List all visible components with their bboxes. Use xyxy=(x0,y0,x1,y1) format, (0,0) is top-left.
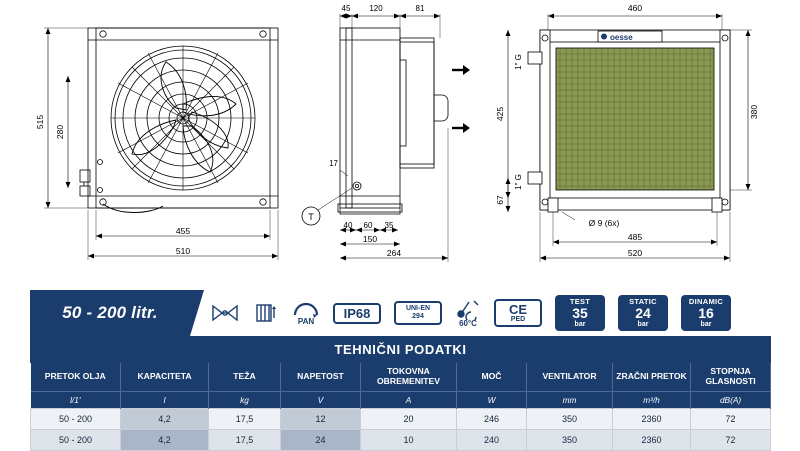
static-pressure-value: 24 xyxy=(635,304,651,321)
dim-67: 67 xyxy=(495,195,505,205)
table-title: TEHNIČNI PODATKI xyxy=(31,337,771,363)
brand-logo: oesse xyxy=(610,33,633,42)
static-pressure-title: STATIC xyxy=(629,296,657,306)
dim-45: 45 xyxy=(341,4,351,13)
dim-120: 120 xyxy=(369,4,383,13)
spec-block xyxy=(30,290,770,451)
temperature-60c-label: 60°C xyxy=(459,318,477,328)
cell-0-4: 20 xyxy=(361,408,457,429)
header-stopnja-glasnosti: STOPNJA GLASNOSTI xyxy=(691,363,771,392)
dim-35: 35 xyxy=(384,221,394,230)
dim-264: 264 xyxy=(386,248,402,258)
temperature-60c-icon xyxy=(455,298,481,328)
dim-425: 425 xyxy=(495,106,505,122)
table-unit-row xyxy=(31,391,771,408)
header-moc: MOČ xyxy=(457,363,527,392)
dynamic-pressure-value: 16 xyxy=(698,304,714,321)
cell-1-0: 50 - 200 xyxy=(31,429,121,450)
header-kapaciteta: KAPACITETA xyxy=(121,363,209,392)
pan-icon-label: PAN xyxy=(297,316,315,326)
callout-T: T xyxy=(308,212,314,222)
cell-1-5: 240 xyxy=(457,429,527,450)
unit-4: A xyxy=(361,391,457,408)
header-zracni-pretok: ZRAČNI PRETOK xyxy=(613,363,691,392)
unit-7: m³/h xyxy=(613,391,691,408)
capacity-range-tag: 50 - 200 litr. xyxy=(30,290,190,336)
test-pressure-unit: bar xyxy=(574,320,586,328)
dim-510: 510 xyxy=(175,246,191,256)
uni-en-number: 294 xyxy=(412,313,424,320)
cell-1-1: 4,2 xyxy=(121,429,209,450)
cell-1-8: 72 xyxy=(691,429,771,450)
table-title-row xyxy=(31,337,771,363)
dim-81: 81 xyxy=(415,4,425,13)
static-pressure-unit: bar xyxy=(637,320,649,328)
dim-17: 17 xyxy=(329,159,338,168)
unit-3: V xyxy=(281,391,361,408)
ce-mark-label: CE xyxy=(508,301,528,317)
cell-0-2: 17,5 xyxy=(209,408,281,429)
unit-8: dB(A) xyxy=(691,391,771,408)
header-napetost: NAPETOST xyxy=(281,363,361,392)
table-row xyxy=(31,408,771,429)
dim-455: 455 xyxy=(175,226,191,236)
uni-en-294-icon xyxy=(394,301,442,324)
cell-1-2: 17,5 xyxy=(209,429,281,450)
cell-0-6: 350 xyxy=(527,408,613,429)
side-view xyxy=(302,4,470,262)
header-pretok-olja: PRETOK OLJA xyxy=(31,363,121,392)
dim-150: 150 xyxy=(362,234,378,244)
cell-0-8: 72 xyxy=(691,408,771,429)
ip68-icon xyxy=(333,303,381,324)
dim-60: 60 xyxy=(363,221,373,230)
ce-ped-icon xyxy=(494,299,542,328)
dim-380: 380 xyxy=(749,104,759,120)
header-ventilator: VENTILATOR xyxy=(527,363,613,392)
port-bottom-label: 1" G xyxy=(514,174,523,190)
rear-view xyxy=(495,3,759,262)
ip68-label: IP68 xyxy=(343,305,371,321)
test-pressure-title: TEST xyxy=(569,296,591,306)
cell-1-6: 350 xyxy=(527,429,613,450)
dim-460: 460 xyxy=(627,3,643,13)
cell-1-7: 2360 xyxy=(613,429,691,450)
ped-label: PED xyxy=(510,315,526,323)
test-pressure-icon xyxy=(555,295,605,332)
header-teza: TEŽA xyxy=(209,363,281,392)
port-top-label: 1" G xyxy=(514,54,523,70)
static-pressure-icon xyxy=(618,295,668,332)
cell-0-5: 246 xyxy=(457,408,527,429)
unit-2: kg xyxy=(209,391,281,408)
unit-1: l xyxy=(121,391,209,408)
cell-0-0: 50 - 200 xyxy=(31,408,121,429)
cell-0-3: 12 xyxy=(281,408,361,429)
header-tokovna-obremenitev: TOKOVNA OBREMENITEV xyxy=(361,363,457,392)
dim-280: 280 xyxy=(55,124,65,140)
cell-1-3: 24 xyxy=(281,429,361,450)
dynamic-pressure-unit: bar xyxy=(700,320,712,328)
pan-icon xyxy=(292,300,320,326)
dim-520: 520 xyxy=(627,248,643,258)
cell-0-7: 2360 xyxy=(613,408,691,429)
unit-6: mm xyxy=(527,391,613,408)
table-row xyxy=(31,429,771,450)
dim-515: 515 xyxy=(35,114,45,130)
cell-0-1: 4,2 xyxy=(121,408,209,429)
fan-cooling-icon xyxy=(210,302,240,324)
technical-data-table xyxy=(30,336,771,451)
unit-5: W xyxy=(457,391,527,408)
dynamic-pressure-icon xyxy=(681,295,731,332)
uni-en-label: UNI-EN xyxy=(405,305,431,313)
heat-exchanger-icon xyxy=(253,301,279,325)
unit-0: l/1' xyxy=(31,391,121,408)
dim-40: 40 xyxy=(343,221,353,230)
dynamic-pressure-title: DINAMIC xyxy=(688,296,724,306)
front-view xyxy=(35,28,278,260)
dim-485: 485 xyxy=(627,232,643,242)
test-pressure-value: 35 xyxy=(572,304,588,321)
certification-icons xyxy=(210,290,731,336)
table-header-row xyxy=(31,363,771,392)
badge-bar xyxy=(30,290,770,336)
hole-note: Ø 9 (6x) xyxy=(588,218,620,228)
cell-1-4: 10 xyxy=(361,429,457,450)
